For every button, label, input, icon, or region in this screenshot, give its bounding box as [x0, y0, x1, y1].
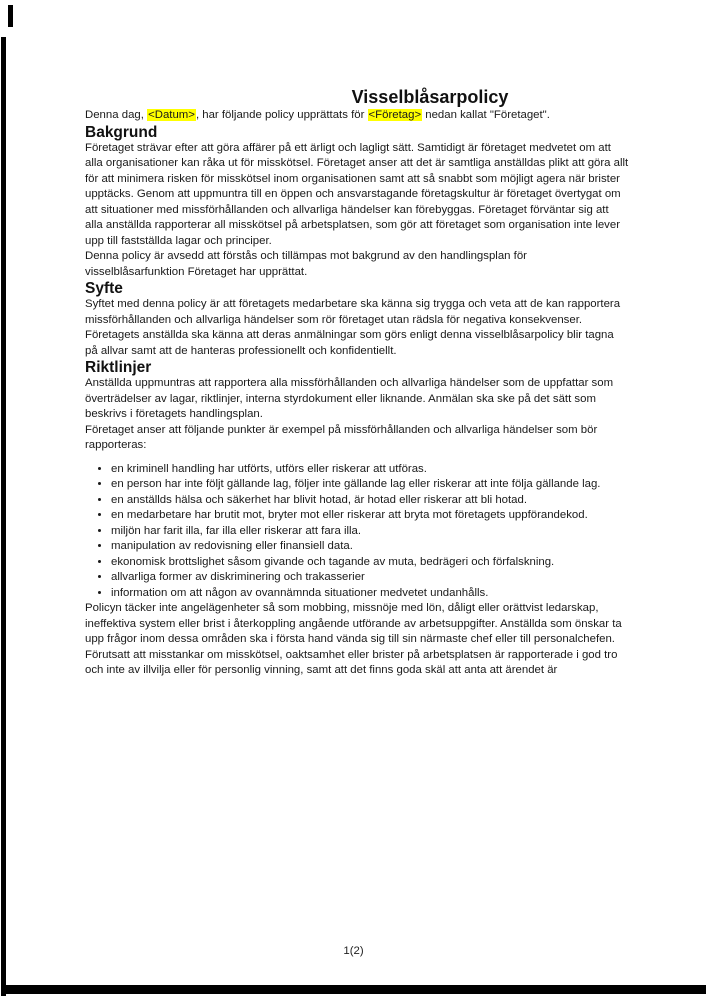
intro-text-3: nedan kallat "Företaget". — [422, 109, 550, 121]
list-item: • en person har inte följt gällande lag, följer inte gällande lag eller riskerar att inte följa gällande lag. — [111, 477, 629, 493]
riktlinjer-paragraph-2: Företaget anser att följande punkter är exempel på missförhållanden och allvarliga händelser som bör rapporteras: — [85, 423, 598, 451]
syfte-paragraph-1: Syftet med denna policy är att företagets medarbetare ska känna sig trygga och veta att de kan rapportera missförhållanden och allvarliga händelser som rör företaget utan rädsla för negativa konsekvenser. Företagets anställda ska känna att deras anmälningar som görs enligt denna visselblåsarpolicy blir tagna på allvar samt att de hanteras professionellt och konfidentiellt. — [85, 298, 621, 357]
page-number: 1(2) — [343, 945, 364, 957]
intro-text-2: , har följande policy upprättats för — [195, 109, 368, 121]
list-item: • en medarbetare har brutit mot, bryter mot eller riskerar att bryta mot företagets uppförandekod. — [111, 508, 629, 524]
list-item: • miljön har farit illa, far illa eller riskerar att fara illa. — [111, 524, 629, 540]
riktlinjer-paragraph-1: Anställda uppmuntras att rapportera alla missförhållanden och allvarliga händelser som de uppfattar som överträdelser av lagar, riktlinjer, interna styrdokument eller liknande. Anmälan ska ske på det sätt som beskrivs i företagets handlingsplan. — [85, 377, 614, 420]
list-item: • manipulation av redovisning eller finansiell data. — [111, 539, 629, 555]
intro-paragraph — [85, 108, 629, 124]
list-item: • en kriminell handling har utförts, utförs eller riskerar att utföras. — [111, 462, 629, 478]
heading-riktlinjer: Riktlinjer — [85, 359, 152, 376]
bakgrund-paragraph-1: Företaget strävar efter att göra affärer på ett ärligt och lagligt sätt. Samtidigt är företaget medvetet om att alla organisationer kan råka ut för misskötsel. Företaget anser att det är samtliga anställdas plikt att göra allt för att minimera risken för misskötsel inom organisationen samt att så snabbt som möjligt agera när brister upptäcks. Genom att uppmuntra till en öppen och ansvarstagande företagskultur är företaget övertygat om att situationer med missförhållanden och allvarliga händelser kan förebyggas. Företaget förväntar sig att alla anställda rapporterar all misskötsel på arbetsplatsen, som gör att företaget som organisation inte lever upp till fastställda lagar och principer. — [85, 141, 629, 247]
intro-text-1: Denna dag, — [85, 109, 148, 121]
document-content — [0, 86, 707, 679]
heading-syfte: Syfte — [85, 280, 123, 297]
list-item: • ekonomisk brottslighet såsom givande och tagande av muta, bedrägeri och förfalskning. — [111, 555, 629, 571]
foretag-placeholder-highlight: <Företag> — [368, 109, 422, 121]
list-item: • en anställds hälsa och säkerhet har blivit hotad, är hotad eller riskerar att bli hotad. — [111, 493, 629, 509]
bakgrund-paragraph-2: Denna policy är avsedd att förstås och tillämpas mot bakgrund av den handlingsplan för visselblåsarfunktion Företaget har upprättat. — [85, 250, 527, 278]
scan-artifact-top-left — [8, 5, 13, 27]
riktlinjer-paragraph-3: Policyn täcker inte angelägenheter så som mobbing, missnöje med lön, dåligt eller orättvist ledarskap, ineffektiva system eller brist i återkoppling angående utförande av arbetsuppgifter. Anställda som önskar ta upp frågor inom dessa områden ska i första hand vända sig till sin närmaste chef eller till personalchefen. — [85, 602, 622, 645]
scan-artifact-bottom-edge — [3, 985, 706, 994]
scan-artifact-left-edge — [1, 37, 6, 996]
list-item: • information om att någon av ovannämnda situationer medvetet undanhålls. — [111, 586, 629, 602]
riktlinjer-paragraph-4: Förutsatt att misstankar om misskötsel, oaktsamhet eller brister på arbetsplatsen är rapporterade i god tro och inte av illvilja eller för personlig vinning, samt att det finns goda skäl att anta att ärendet är — [85, 648, 618, 676]
riktlinjer-bullet-list — [85, 462, 629, 602]
document-title: Visselblåsarpolicy — [351, 87, 509, 107]
datum-placeholder-highlight: <Datum> — [148, 109, 195, 121]
heading-bakgrund: Bakgrund — [85, 123, 158, 141]
list-item: • allvarliga former av diskriminering och trakasserier — [111, 570, 629, 586]
